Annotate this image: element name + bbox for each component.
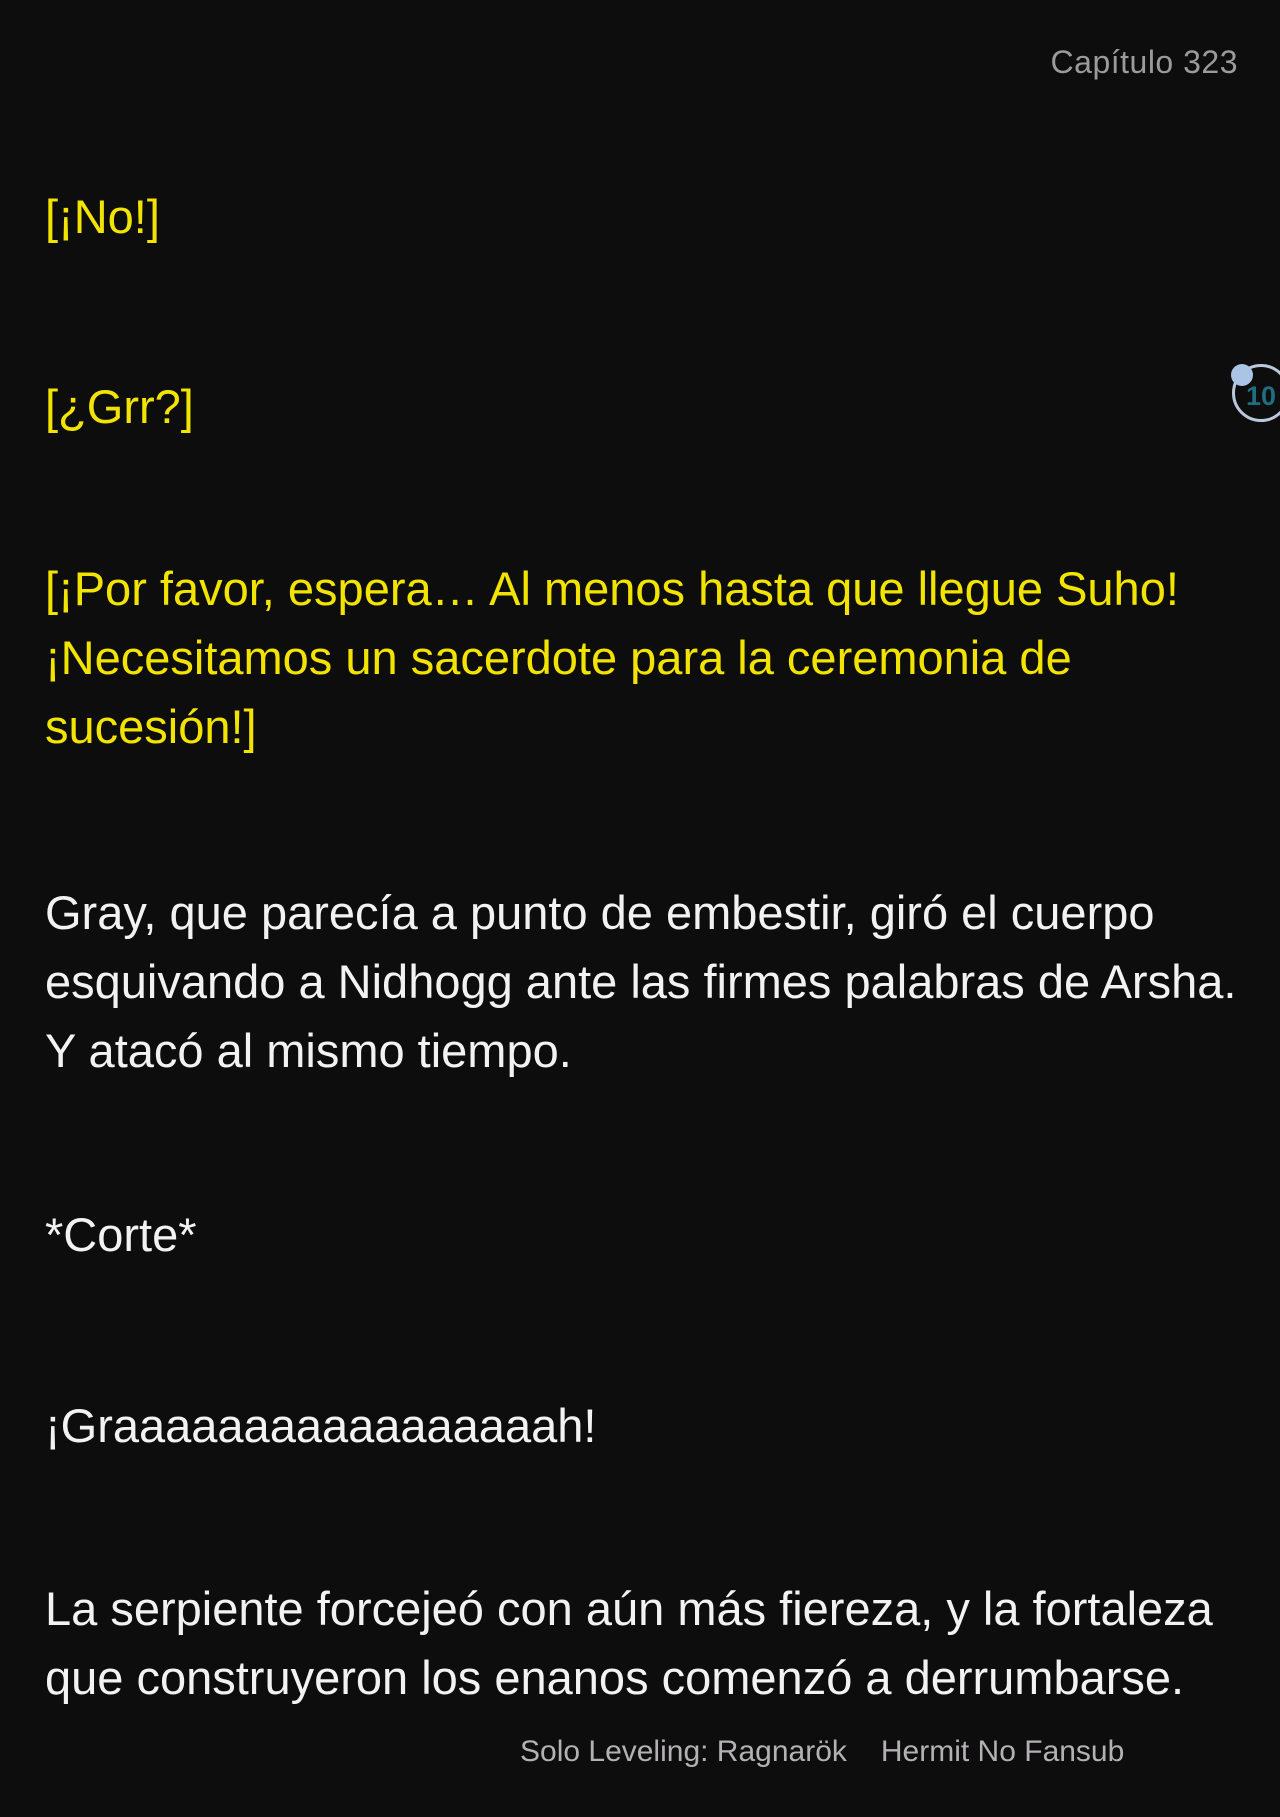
dialogue-line: ¡Necesitamos un sacerdote para la ceremonia de	[45, 631, 1072, 684]
narration-paragraph	[45, 1200, 1238, 1269]
narration-line: Y atacó al mismo tiempo.	[45, 1024, 572, 1077]
fansub-credit: Hermit No Fansub	[880, 1735, 1125, 1768]
footer	[520, 1733, 1124, 1771]
dialogue-line: [¿Grr?]	[45, 380, 194, 433]
narration-paragraph	[45, 1574, 1238, 1712]
dialogue-paragraph	[45, 182, 1238, 251]
narration-line: La serpiente forcejeó con aún más fiereza, y la fortaleza	[45, 1582, 1213, 1635]
chapter-label: Capítulo 323	[1050, 44, 1238, 80]
series-title: Solo Leveling: Ragnarök	[520, 1735, 847, 1768]
narration-paragraph	[45, 878, 1238, 1085]
dialogue-line: [¡Por favor, espera… Al menos hasta que llegue Suho!	[45, 562, 1179, 615]
dialogue-paragraph	[45, 554, 1238, 761]
dialogue-line: sucesión!]	[45, 700, 257, 753]
bubble-count[interactable]: 10	[1245, 381, 1277, 411]
narration-paragraph	[45, 1391, 1238, 1460]
narration-line: Gray, que parecía a punto de embestir, giró el cuerpo	[45, 886, 1155, 939]
narration-line: ¡Graaaaaaaaaaaaaaaaah!	[45, 1399, 597, 1452]
narration-line: esquivando a Nidhogg ante las firmes palabras de Arsha.	[45, 955, 1237, 1008]
dialogue-paragraph	[45, 372, 1238, 441]
narration-line: que construyeron los enanos comenzó a derrumbarse.	[45, 1651, 1185, 1704]
narration-line: *Corte*	[45, 1208, 197, 1261]
dialogue-line: [¡No!]	[45, 190, 160, 243]
